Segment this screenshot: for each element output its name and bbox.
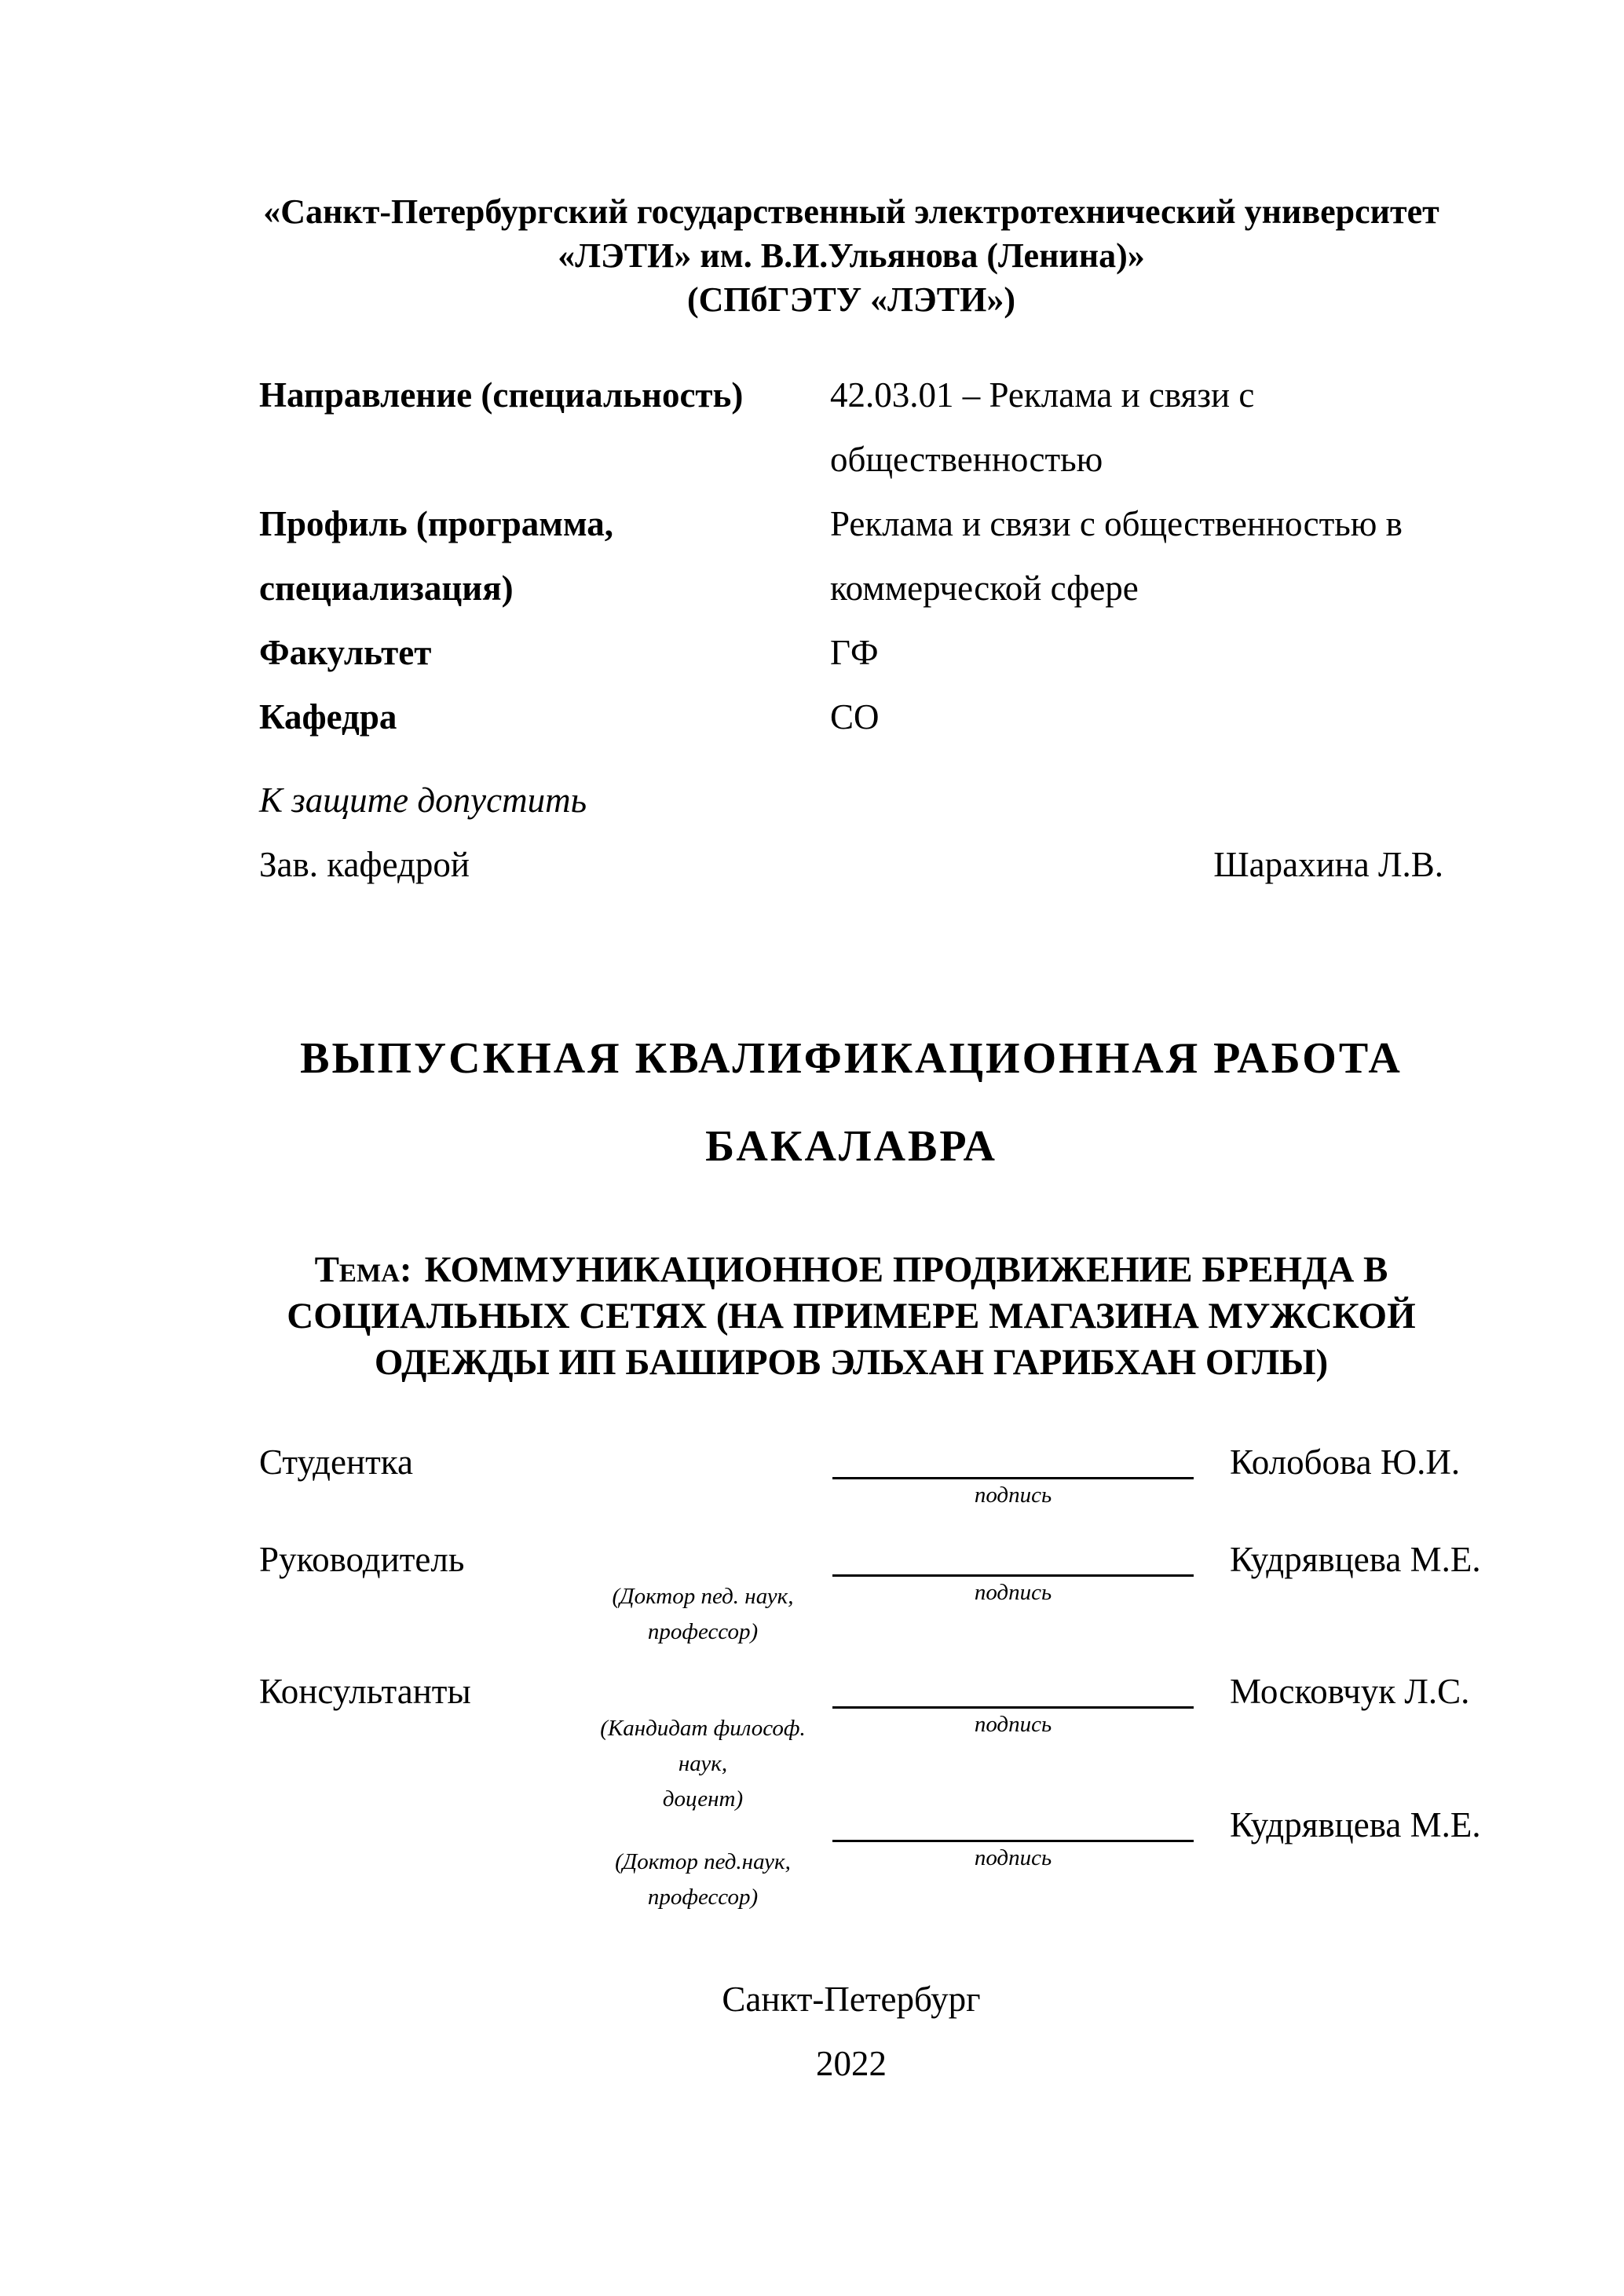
supervisor-signature-cell <box>832 1540 1194 1672</box>
signature-row-consultant-2 <box>259 1805 1481 1932</box>
signature-row-consultant-1 <box>259 1672 1470 1812</box>
profile-label-cont: специализация) <box>259 569 514 608</box>
supervisor-degree-note <box>573 1540 832 1672</box>
admission-note: К защите допустить <box>259 781 587 820</box>
footer <box>259 1967 1443 2096</box>
signature-row-student <box>259 1442 1461 1540</box>
thesis-title-line1: ВЫПУСКНАЯ КВАЛИФИКАЦИОННАЯ РАБОТА <box>300 1034 1403 1083</box>
supervisor-name: Кудрявцева М.Е. <box>1230 1540 1481 1579</box>
profile-label: Профиль (программа, <box>259 504 614 543</box>
university-name-line2: «ЛЭТИ» им. В.И.Ульянова (Ленина)» <box>558 236 1145 275</box>
direction-label: Направление (специальность) <box>259 375 744 415</box>
department-head-row <box>259 832 1443 897</box>
thesis-title-line2: БАКАЛАВРА <box>705 1122 997 1171</box>
thesis-topic-line1 <box>259 1247 1443 1293</box>
university-header <box>259 190 1443 322</box>
signature-caption: подпись <box>974 1483 1052 1508</box>
direction-label-cont <box>259 427 830 492</box>
thesis-topic <box>259 1247 1443 1386</box>
degree-note-line2: доцент) <box>662 1786 744 1812</box>
supervisor-role-label: Руководитель <box>259 1540 465 1579</box>
department-head-label: Зав. кафедрой <box>259 845 470 884</box>
consultant1-degree-note <box>573 1672 832 1817</box>
topic-prefix: Тема: <box>314 1249 412 1290</box>
student-degree-note <box>573 1442 832 1540</box>
signature-caption: подпись <box>974 1580 1052 1605</box>
consultants-role-label: Консультанты <box>259 1672 471 1711</box>
degree-note-line1: (Кандидат философ. наук, <box>600 1716 806 1776</box>
degree-note-line2: профессор) <box>647 1619 759 1644</box>
degree-note-line2: профессор) <box>647 1885 759 1910</box>
faculty-label: Факультет <box>259 633 432 672</box>
degree-note-line1: (Доктор пед.наук, <box>615 1849 791 1874</box>
signature-caption: подпись <box>974 1712 1052 1737</box>
student-role-label: Студентка <box>259 1442 413 1482</box>
profile-value: Реклама и связи с общественностью в <box>830 504 1403 543</box>
thesis-topic-line3: ОДЕЖДЫ ИП БАШИРОВ ЭЛЬХАН ГАРИБХАН ОГЛЫ) <box>374 1342 1329 1383</box>
department-label: Кафедра <box>259 697 397 737</box>
degree-note-line1: (Доктор пед. наук, <box>612 1584 794 1609</box>
consultant2-signature-cell <box>832 1805 1194 1932</box>
consultant2-name: Кудрявцева М.Е. <box>1230 1805 1481 1844</box>
faculty-value: ГФ <box>830 633 879 672</box>
footer-city: Санкт-Петербург <box>722 1980 981 2019</box>
signature-section <box>259 1442 1481 1932</box>
topic-text-line1: КОММУНИКАЦИОННОЕ ПРОДВИЖЕНИЕ БРЕНДА В <box>424 1249 1388 1290</box>
student-signature-cell <box>832 1442 1194 1540</box>
signature-caption: подпись <box>974 1845 1052 1870</box>
profile-value-cont: коммерческой сфере <box>830 569 1139 608</box>
consultant1-signature-cell <box>832 1672 1194 1817</box>
consultant1-name: Московчук Л.С. <box>1230 1672 1470 1711</box>
thesis-title <box>259 1015 1443 1190</box>
student-name: Колобова Ю.И. <box>1230 1442 1461 1482</box>
department-value: СО <box>830 697 880 737</box>
department-head-name: Шарахина Л.В. <box>1213 845 1443 884</box>
empty-role-label <box>259 1805 573 1932</box>
direction-value-cont: общественностью <box>830 440 1103 479</box>
university-abbreviation: (СПбГЭТУ «ЛЭТИ») <box>687 280 1015 319</box>
footer-year: 2022 <box>816 2044 887 2083</box>
direction-value: 42.03.01 – Реклама и связи с <box>830 375 1255 415</box>
thesis-topic-line2: СОЦИАЛЬНЫХ СЕТЯХ (НА ПРИМЕРЕ МАГАЗИНА МУЖСКОЙ <box>287 1296 1416 1336</box>
program-info-table <box>259 363 1443 749</box>
signature-row-supervisor <box>259 1540 1481 1672</box>
university-name-line1: «Санкт-Петербургский государственный электротехнический университет <box>263 192 1439 231</box>
consultant2-degree-note <box>573 1805 832 1932</box>
